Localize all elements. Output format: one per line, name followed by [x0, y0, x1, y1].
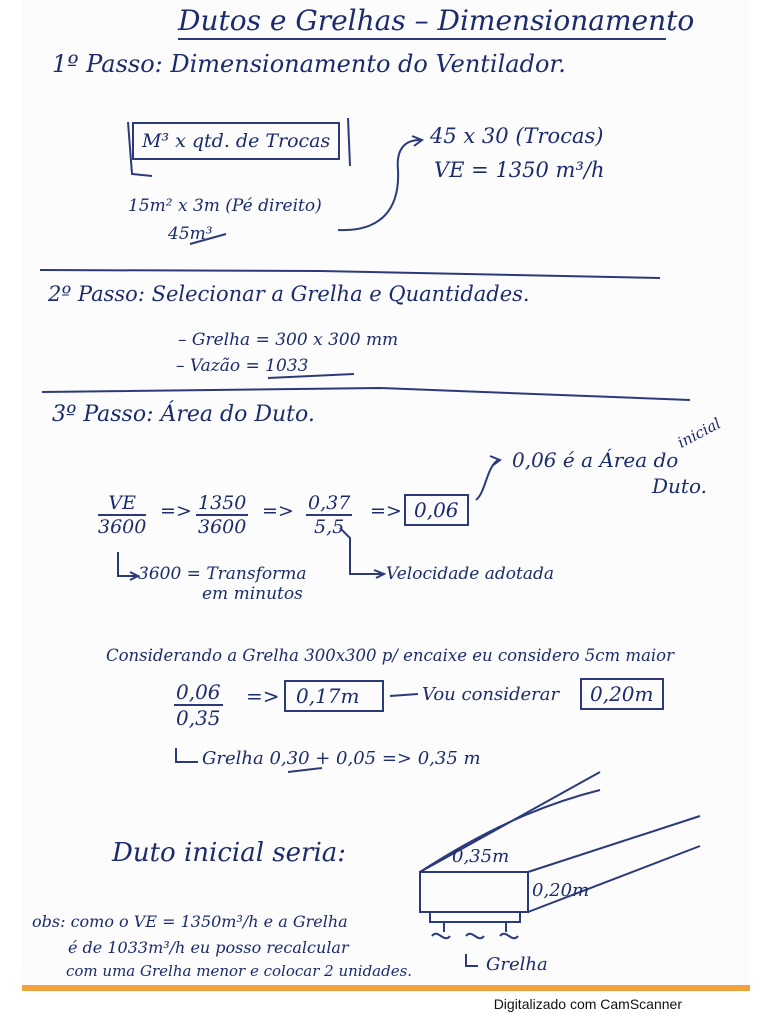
fraction-ve-num: VE	[98, 492, 146, 516]
area-note-inicial: inicial	[674, 414, 724, 452]
area-note-line2: Duto.	[652, 474, 707, 498]
arrow-3: =>	[370, 500, 402, 522]
fraction-1350-den: 3600	[198, 516, 247, 538]
step1-result-line1: 45 x 30 (Trocas)	[430, 124, 604, 148]
fraction-037-num: 0,37	[308, 492, 351, 514]
box-017m: 0,17m	[284, 680, 384, 712]
step1-formula-box: M³ x qtd. de Trocas	[132, 122, 340, 160]
obs-line3: com uma Grelha menor e colocar 2 unidades.	[66, 962, 413, 980]
arrow-4: =>	[246, 684, 280, 708]
step2-heading: 2º Passo: Selecionar a Grelha e Quantidades.	[48, 282, 530, 306]
obs-line1: obs: como o VE = 1350m³/h e a Grelha	[32, 912, 348, 931]
duto-inicial: Duto inicial seria:	[112, 838, 347, 868]
fraction-035-den: 0,35	[176, 706, 221, 730]
note-velocity: Velocidade adotada	[386, 564, 555, 584]
duct-height-label: 0,20m	[532, 880, 590, 901]
fraction-037-den: 5,5	[314, 516, 345, 538]
step1-room-volume: 45m³	[168, 224, 213, 244]
grelha-label: Grelha	[486, 954, 548, 975]
considerando-line: Considerando a Grelha 300x300 p/ encaixe eu considero 5cm maior	[106, 646, 675, 665]
grelha-sum: Grelha 0,30 + 0,05 => 0,35 m	[202, 748, 481, 769]
step1-heading: 1º Passo: Dimensionamento do Ventilador.	[52, 50, 566, 78]
fraction-006-num: 0,06	[176, 680, 221, 704]
duct-width-label: 0,35m	[452, 846, 510, 867]
step3-heading: 3º Passo: Área do Duto.	[52, 402, 315, 427]
page-title: Dutos e Grelhas – Dimensionamento	[178, 4, 695, 37]
step1-room-calc: 15m² x 3m (Pé direito)	[128, 196, 322, 216]
step2-vazao: – Vazão = 1033	[176, 356, 309, 376]
vou-considerar: Vou considerar	[422, 684, 560, 705]
arrow-2: =>	[262, 500, 294, 522]
fraction-ve-den: 3600	[98, 516, 147, 538]
area-note-line1: 0,06 é a Área do	[512, 448, 679, 472]
step2-grelha: – Grelha = 300 x 300 mm	[178, 330, 399, 350]
step1-result-line2: VE = 1350 m³/h	[434, 158, 605, 182]
camscanner-watermark: Digitalizado com CamScanner	[493, 996, 682, 1012]
result-box-006: 0,06	[404, 494, 469, 526]
box-020m: 0,20m	[580, 678, 664, 710]
note-3600-line1: 3600 = Transforma	[138, 564, 307, 584]
obs-line2: é de 1033m³/h eu posso recalcular	[68, 938, 349, 957]
fraction-1350-num: 1350	[198, 492, 247, 514]
arrow-1: =>	[160, 500, 192, 522]
note-3600-line2: em minutos	[202, 584, 303, 604]
